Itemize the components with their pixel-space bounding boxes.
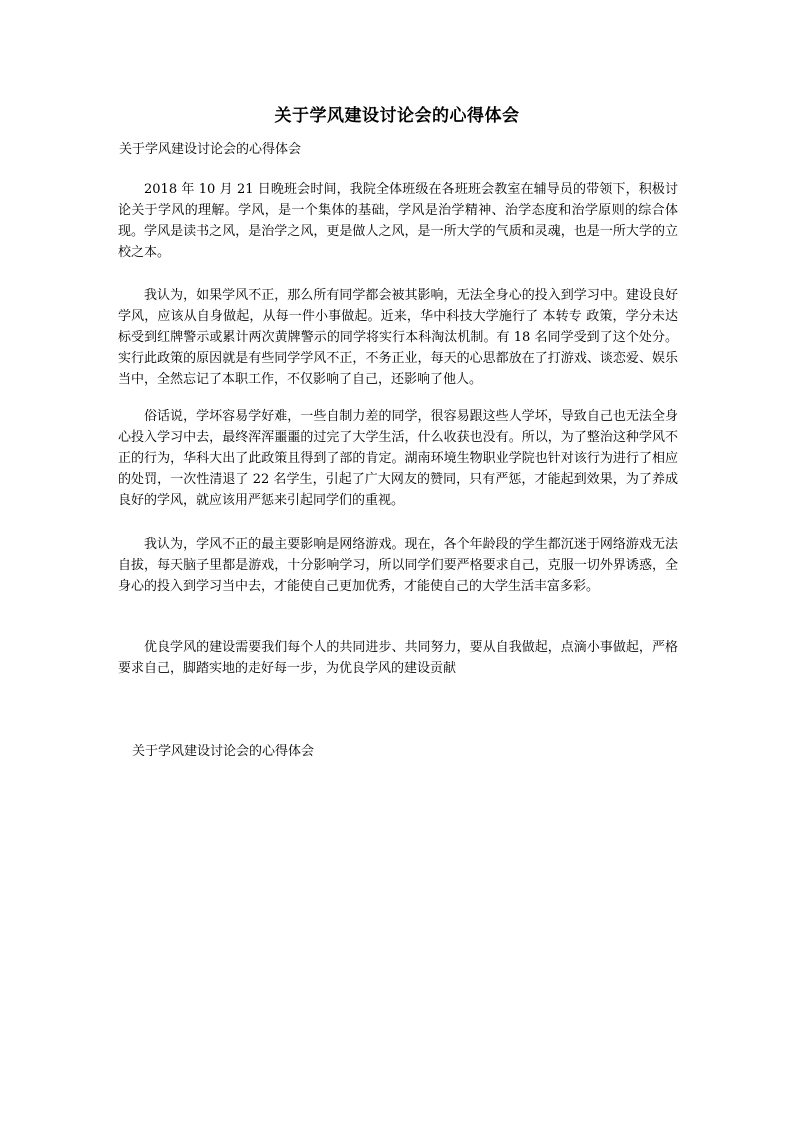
paragraph-3: 俗话说，学坏容易学好难，一些自制力差的同学，很容易跟这些人学坏，导致自己也无法全身心投入学习中去，最终浑浑噩噩的过完了大学生活，什么收获也没有。所以，为了整治这种学风不正的行为，华科大出了此政策且得到了部的肯定。湖南环境生物职业学院也针对该行为进行了相应的处罚，一次性清退了 22 名学生，引起了广大网友的赞同，只有严惩，才能起到效果，为了养成良好的学风，就应该用严惩来引起同学们的重视。 (118, 409, 678, 508)
document-subtitle: 关于学风建设讨论会的心得体会 (119, 142, 302, 157)
paragraph-1: 2018 年 10 月 21 日晚班会时间，我院全体班级在各班班会教室在辅导员的带领下，积极讨论关于学风的理解。学风，是一个集体的基础，学风是治学精神、治学态度和治学原则的综合体现。学风是读书之风，是治学之风，更是做人之风，是一所大学的气质和灵魂，也是一所大学的立校之本。 (118, 182, 678, 260)
document-title: 关于学风建设讨论会的心得体会 (274, 106, 520, 126)
footer-title: 关于学风建设讨论会的心得体会 (132, 744, 315, 759)
paragraph-5: 优良学风的建设需要我们每个人的共同进步、共同努力，要从自我做起，点滴小事做起，严格要求自己，脚踏实地的走好每一步，为优良学风的建设贡献 (118, 640, 678, 676)
paragraph-4: 我认为，学风不正的最主要影响是网络游戏。现在，各个年龄段的学生都沉迷于网络游戏无法自拔，每天脑子里都是游戏，十分影响学习，所以同学们要严格要求自己，克服一切外界诱惑，全身心的投入到学习当中去，才能使自己更加优秀，才能使自己的大学生活丰富多彩。 (118, 537, 678, 594)
paragraph-2: 我认为，如果学风不正，那么所有同学都会被其影响，无法全身心的投入到学习中。建设良好学风，应该从自身做起，从每一件小事做起。近来，华中科技大学施行了 本转专 政策，学分未达标受到红牌警示或累计两次黄牌警示的同学将实行本科淘汰机制。有 18 名同学受到了这个处分。实行此政策的原因就是有些同学学风不正，不务正业，每天的心思都放在了打游戏、谈恋爱、娱乐当中，全然忘记了本职工作，不仅影响了自己，还影响了他人。 (118, 288, 678, 387)
